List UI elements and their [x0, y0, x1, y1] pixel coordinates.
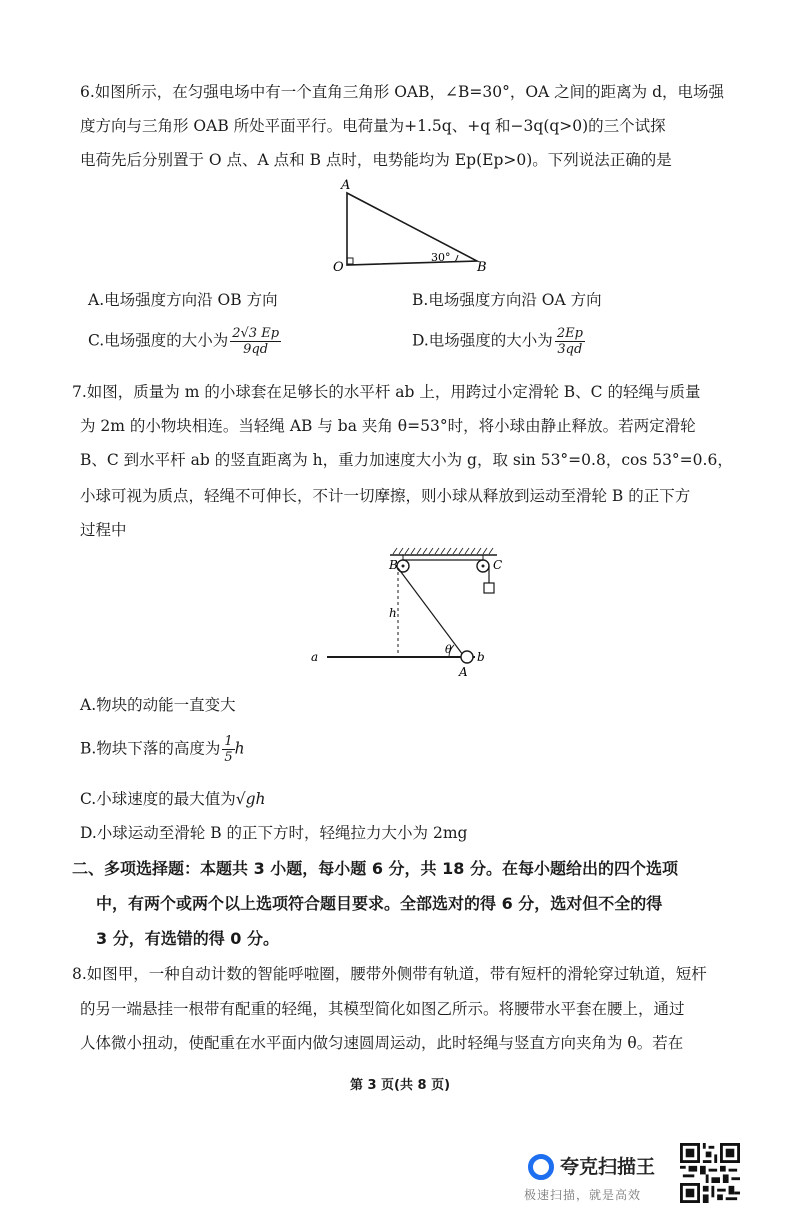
q7-label-h: h	[389, 606, 397, 620]
q7-option-b-prefix: B.物块下落的高度为	[80, 739, 221, 758]
q7-line-5: 过程中	[80, 521, 127, 539]
q7-option-c-prefix: C.小球速度的最大值为	[80, 790, 236, 808]
q7-label-rod-a: a	[311, 650, 319, 664]
q6-option-c-fraction	[230, 326, 281, 357]
page-footer: 第 3 页(共 8 页)	[349, 1078, 451, 1093]
section2-line-2: 中，有两个或两个以上选项符合题目要求。全部选对的得 6 分，选对但不全的得	[96, 894, 663, 913]
q7-option-b-suffix: h	[234, 739, 245, 758]
q7-label-c: C	[493, 558, 503, 572]
qr-code-icon	[680, 1143, 740, 1203]
section2-line-3: 3 分，有选错的得 0 分。	[96, 929, 279, 948]
q6-label-o: O	[333, 260, 344, 275]
q6-label-b: B	[477, 260, 487, 275]
scanner-logo-icon	[528, 1154, 554, 1180]
q8-line-1: 8.如图甲，一种自动计数的智能呼啦圈，腰带外侧带有轨道，带有短杆的滑轮穿过轨道，短杆	[72, 965, 707, 983]
q7-option-b	[80, 734, 245, 765]
q7-option-c-value: √gh	[235, 790, 266, 808]
q8-line-3: 人体微小扭动，使配重在水平面内做匀速圆周运动，此时轻绳与竖直方向夹角为 θ。若在	[80, 1034, 684, 1052]
q7-label-theta: θ	[445, 643, 452, 656]
scanner-subtitle: 极速扫描，就是高效	[524, 1188, 642, 1202]
q6-option-d-fraction	[555, 326, 585, 357]
q7-option-b-den: 5	[224, 750, 233, 765]
q7-line-2: 为 2m 的小物块相连。当轻绳 AB 与 ba 夹角 θ=53°时，将小球由静止释放。若两定滑轮	[80, 417, 696, 435]
q6-line-1: 6.如图所示，在匀强电场中有一个直角三角形 OAB，∠B=30°，OA 之间的距离为 d，电场强	[80, 83, 725, 101]
q7-line-1: 7.如图，质量为 m 的小球套在足够长的水平杆 ab 上，用跨过小定滑轮 B、C 的轻绳与质量	[72, 383, 701, 401]
q6-option-d-den: 3qd	[557, 342, 583, 357]
scanner-watermark	[524, 1150, 674, 1210]
q6-option-c-den: 9qd	[243, 342, 269, 357]
q6-line-2: 度方向与三角形 OAB 所处平面平行。电荷量为+1.5q、+q 和−3q(q>0)的三个试探	[80, 117, 666, 135]
q7-pulley-figure	[305, 545, 505, 680]
q7-line-4: 小球可视为质点，轻绳不可伸长，不计一切摩擦，则小球从释放到运动至滑轮 B 的正下方	[80, 487, 691, 505]
q7-option-a: A.物块的动能一直变大	[80, 696, 236, 714]
q6-line-3: 电荷先后分别置于 O 点、A 点和 B 点时，电势能均为 Ep(Ep>0)。下列说法正确的是	[80, 151, 672, 169]
q8-line-2: 的另一端悬挂一根带有配重的轻绳，其模型简化如图乙所示。将腰带水平套在腰上，通过	[80, 1000, 685, 1018]
q7-option-c	[80, 787, 266, 809]
q7-option-b-num: 1	[224, 734, 233, 749]
q6-option-d	[412, 326, 585, 357]
scanner-title: 夸克扫描王	[560, 1156, 656, 1178]
q7-option-b-fraction	[222, 734, 234, 765]
q6-label-angle: 30°	[431, 251, 451, 264]
q6-label-a: A	[341, 178, 351, 193]
q7-option-d: D.小球运动至滑轮 B 的正下方时，轻绳拉力大小为 2mg	[80, 824, 468, 842]
q6-option-b: B.电场强度方向沿 OA 方向	[412, 291, 602, 309]
q7-label-ball: A	[459, 665, 468, 679]
q6-option-c-num: 2√3 Ep	[232, 326, 280, 341]
q6-triangle-figure	[325, 175, 495, 275]
section2-line-1: 二、多项选择题：本题共 3 小题，每小题 6 分，共 18 分。在每小题给出的四个选项	[72, 859, 678, 878]
q6-option-d-prefix: D.电场强度的大小为	[412, 331, 553, 350]
q6-option-c-prefix: C.电场强度的大小为	[88, 331, 229, 350]
q7-label-b: B	[389, 558, 398, 572]
q6-option-c	[88, 326, 281, 357]
q7-label-rod-b: b	[477, 650, 485, 664]
q6-option-d-num: 2Ep	[556, 326, 583, 341]
q6-option-a: A.电场强度方向沿 OB 方向	[88, 291, 278, 309]
q7-line-3: B、C 到水平杆 ab 的竖直距离为 h，重力加速度大小为 g，取 sin 53°=0.8，cos 53°=0.6，	[80, 451, 733, 469]
